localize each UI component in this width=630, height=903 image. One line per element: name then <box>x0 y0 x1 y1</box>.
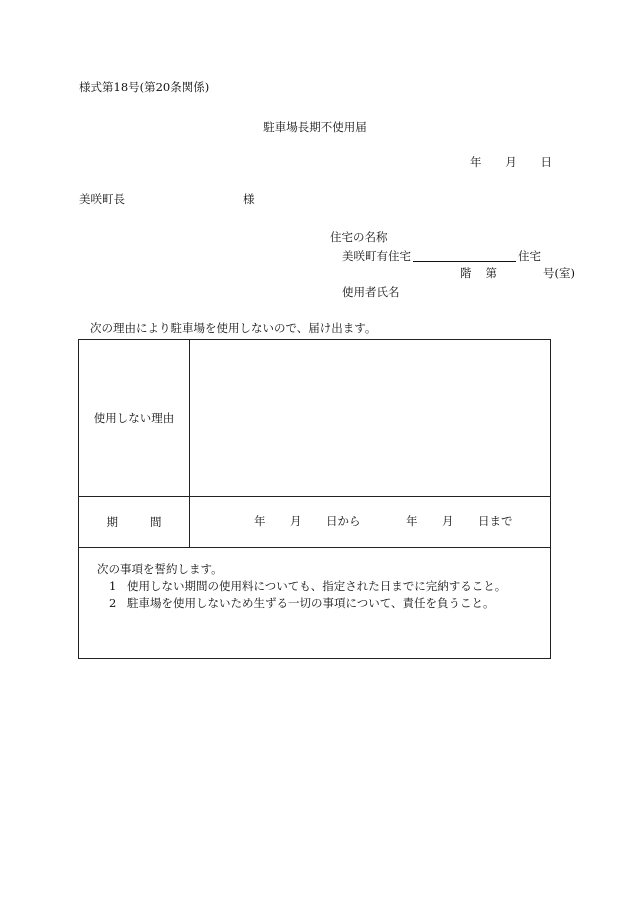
addressee-suffix: 様 <box>243 192 255 206</box>
pledge-text: 使用しない期間の使用料についても、指定された日までに完納すること。 <box>127 579 507 593</box>
addressee-name: 美咲町長 <box>79 192 125 206</box>
period-row <box>79 496 550 548</box>
period-value-cell[interactable] <box>190 496 550 547</box>
intro-text: 次の理由により駐車場を使用しないので、届け出ます。 <box>90 321 377 335</box>
from-year-label: 年 <box>254 514 266 528</box>
pledge-item <box>109 598 495 610</box>
floor-room-line <box>460 268 575 280</box>
pledge-text: 駐車場を使用しないため生ずる一切の事項について、責任を負うこと。 <box>127 596 495 610</box>
user-name-label: 使用者氏名 <box>342 285 400 299</box>
pledge-number: 2 <box>109 596 117 610</box>
floor-label: 階 <box>460 266 472 280</box>
housing-name-line <box>342 250 541 262</box>
room-suffix: 号(室) <box>543 266 575 280</box>
housing-name-label: 住宅の名称 <box>330 230 388 244</box>
pledge-item <box>109 581 506 593</box>
period-label-cell <box>79 496 190 547</box>
pledge-intro: 次の事項を誓約します。 <box>97 562 223 576</box>
pledge-number: 1 <box>109 579 117 593</box>
to-year-label: 年 <box>406 514 418 528</box>
form-table <box>78 339 551 659</box>
from-day-label: 日から <box>326 514 361 528</box>
from-month-label: 月 <box>290 514 302 528</box>
form-number: 様式第18号(第20条関係) <box>79 80 210 94</box>
document-title: 駐車場長期不使用届 <box>263 120 367 134</box>
housing-name-blank[interactable] <box>413 250 516 262</box>
housing-prefix: 美咲町有住宅 <box>342 248 411 263</box>
date-month-label: 月 <box>505 155 517 169</box>
submission-date <box>470 157 552 169</box>
reason-input-cell[interactable] <box>190 340 550 496</box>
pledge-area <box>79 548 550 658</box>
reason-label-cell <box>79 340 190 496</box>
to-day-label: 日まで <box>478 514 513 528</box>
period-label-2: 間 <box>150 514 162 529</box>
period-label-1: 期 <box>106 514 118 529</box>
room-prefix: 第 <box>485 266 497 280</box>
reason-row <box>79 340 550 497</box>
date-year-label: 年 <box>470 155 482 169</box>
housing-suffix: 住宅 <box>518 248 541 263</box>
to-month-label: 月 <box>442 514 454 528</box>
date-day-label: 日 <box>540 155 552 169</box>
reason-label: 使用しない理由 <box>93 411 175 425</box>
